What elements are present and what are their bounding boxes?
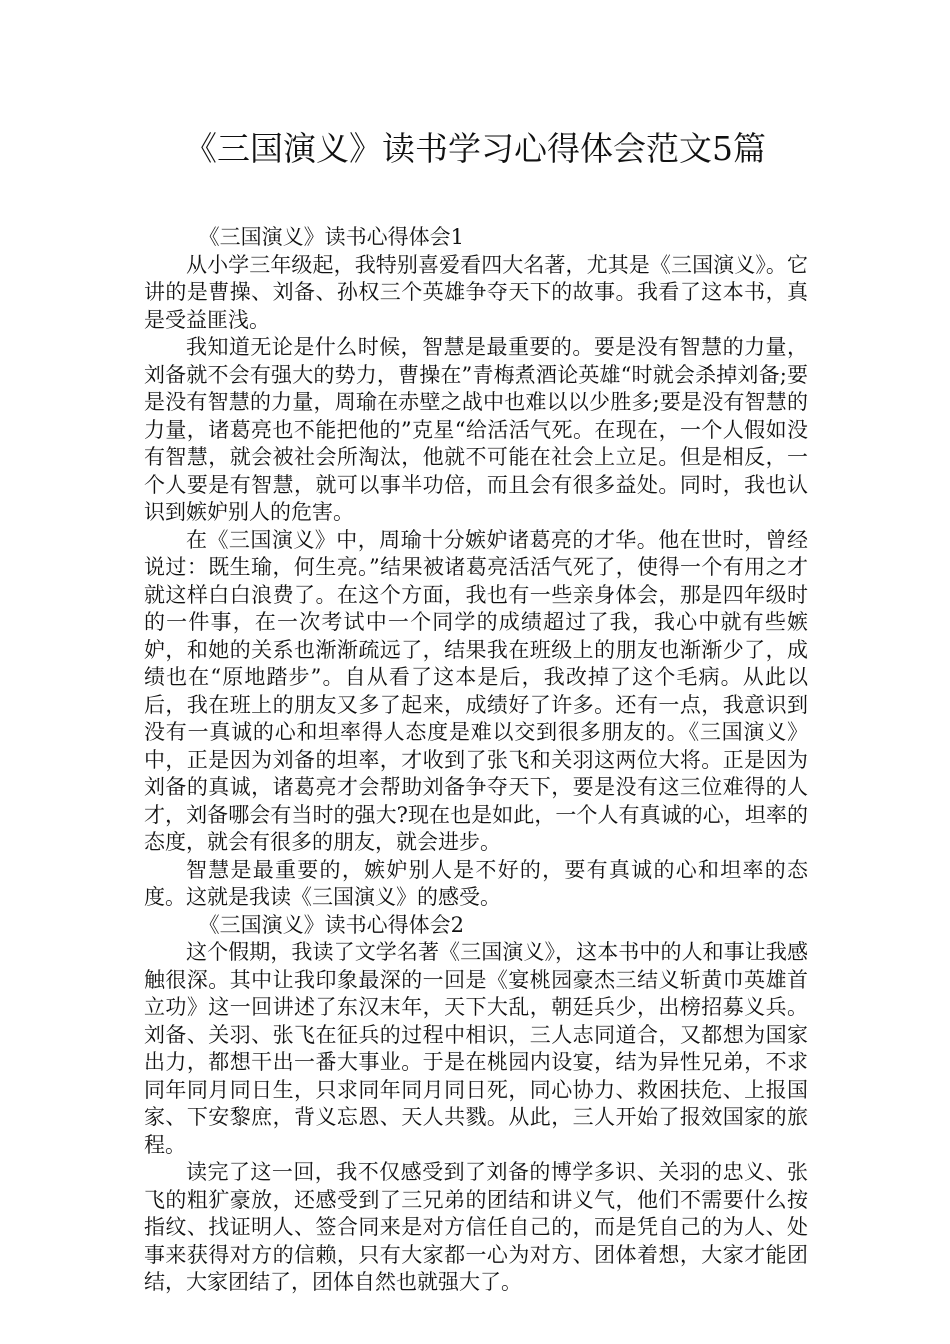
document-body: [144, 224, 808, 1297]
paragraph: 这个假期，我读了文学名著《三国演义》，这本书中的人和事让我感触很深。其中让我印象最深的一回是《宴桃园豪杰三结义斩黄巾英雄首立功》这一回讲述了东汉末年，天下大乱，朝廷兵少，出榜招募义兵。刘备、关羽、张飞在征兵的过程中相识，三人志同道合，又都想为国家出力，都想干出一番大事业。于是在桃园内设宴，结为异性兄弟，不求同年同月同日生，只求同年同月同日死，同心协力、救困扶危、上报国家、下安黎庶，背义忘恩、天人共戮。从此，三人开始了报效国家的旅程。: [144, 940, 808, 1157]
paragraph: 从小学三年级起，我特别喜爱看四大名著，尤其是《三国演义》。它讲的是曹操、刘备、孙权三个英雄争夺天下的故事。我看了这本书，真是受益匪浅。: [144, 252, 808, 332]
section-heading: 《三国演义》读书心得体会1: [198, 225, 464, 249]
paragraph: 读完了这一回，我不仅感受到了刘备的博学多识、关羽的忠义、张飞的粗犷豪放，还感受到了三兄弟的团结和讲义气，他们不需要什么按指纹、找证明人、签合同来是对方信任自己的，而是凭自己的为人、处事来获得对方的信赖，只有大家都一心为对方、团体着想，大家才能团结，大家团结了，团体自然也就强大了。: [144, 1160, 808, 1294]
paragraph: 智慧是最重要的，嫉妒别人是不好的，要有真诚的心和坦率的态度。这就是我读《三国演义》的感受。: [144, 857, 808, 909]
section-heading: 《三国演义》读书心得体会2: [198, 912, 464, 937]
paragraph: 在《三国演义》中，周瑜十分嫉妒诸葛亮的才华。他在世时，曾经说过：既生瑜，何生亮。”结果被诸葛亮活活气死了，使得一个有用之才就这样白白浪费了。在这个方面，我也有一些亲身体会，那是四年级时的一件事，在一次考试中一个同学的成绩超过了我，我心中就有些嫉妒，和她的关系也渐渐疏远了，结果我在班级上的朋友也渐渐少了，成绩也在“原地踏步”。自从看了这本是后，我改掉了这个毛病。从此以后，我在班上的朋友又多了起来，成绩好了许多。还有一点，我意识到没有一真诚的心和坦率得人态度是难以交到很多朋友的。《三国演义》中，正是因为刘备的坦率，才收到了张飞和关羽这两位大将。正是因为刘备的真诚，诸葛亮才会帮助刘备争夺天下，要是没有这三位难得的人才，刘备哪会有当时的强大?现在也是如此，一个人有真诚的心，坦率的态度，就会有很多的朋友，就会进步。: [144, 527, 808, 854]
paragraph: 我知道无论是什么时候，智慧是最重要的。要是没有智慧的力量，刘备就不会有强大的势力，曹操在”青梅煮酒论英雄“时就会杀掉刘备;要是没有智慧的力量，周瑜在赤壁之战中也难以以少胜多;要是没有智慧的力量，诸葛亮也不能把他的”克星“给活活气死。在现在，一个人假如没有智慧，就会被社会所淘汰，他就不可能在社会上立足。但是相反，一个人要是有智慧，就可以事半功倍，而且会有很多益处。同时，我也认识到嫉妒别人的危害。: [144, 335, 808, 524]
document-title: 《三国演义》读书学习心得体会范文5篇: [184, 129, 766, 168]
